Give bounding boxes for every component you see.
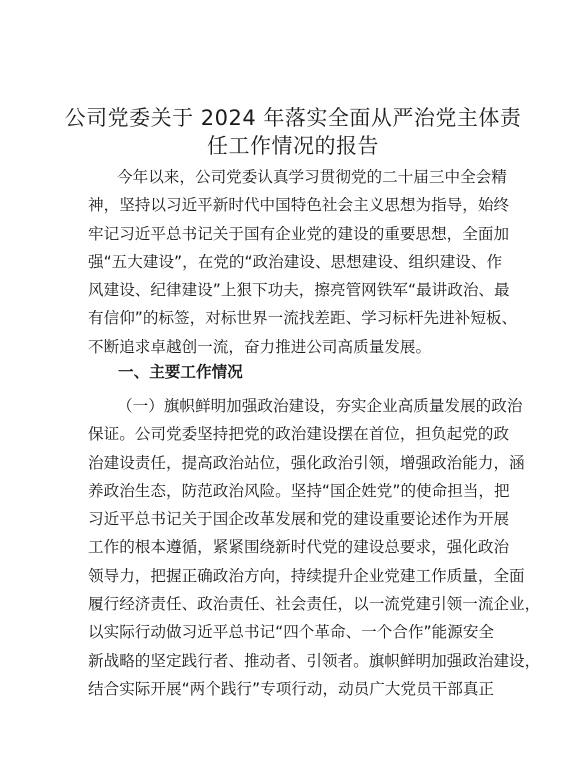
section1-paragraph — [88, 392, 541, 703]
intro-line: 牢记习近平总书记关于国有企业党的建设的重要思想，全面加 — [88, 224, 510, 243]
intro-line: 有信仰”的标签，对标世界一流找差距、学习标杆先进补短板、 — [88, 309, 518, 328]
document-title — [60, 104, 526, 161]
section1-line: 治建设责任，提高政治站位，强化政治引领，增强政治能力，涵 — [88, 453, 525, 472]
section1-line: 领导力，把握正确政治方向，持续提升企业党建工作质量，全面 — [88, 566, 525, 585]
intro-line: 不断追求卓越创一流，奋力推进公司高质量发展。 — [88, 337, 432, 356]
section1-line: 养政治生态，防范政治风险。坚持“国企姓党”的使命担当，把 — [88, 481, 510, 500]
section1-line: 新战略的坚定践行者、推动者、引领者。旗帜鲜明加强政治建设， — [88, 651, 541, 670]
title-line-1: 公司党委关于 2024 年落实全面从严治党主体责 — [64, 106, 522, 130]
intro-line: 强“五大建设”，在党的“政治建设、思想建设、组织建设、作 — [88, 252, 503, 271]
section1-line: 履行经济责任、政治责任、社会责任，以一流党建引领一流企业， — [88, 595, 541, 614]
section1-line: 保证。公司党委坚持把党的政治建设摆在首位，担负起党的政 — [88, 425, 510, 444]
section1-line: 以实际行动做习近平总书记“四个革命、一个合作”能源安全 — [88, 623, 495, 642]
title-line-2: 任工作情况的报告 — [207, 134, 379, 159]
intro-line: 神，坚持以习近平新时代中国特色社会主义思想为指导，始终 — [88, 196, 510, 215]
section1-line: 结合实际开展“两个践行”专项行动，动员广大党员干部真正 — [88, 679, 495, 698]
intro-line: 今年以来，公司党委认真学习贯彻党的二十届三中全会精 — [117, 168, 507, 186]
section1-line: 习近平总书记关于国企改革发展和党的建设重要论述作为开展 — [88, 510, 510, 529]
intro-paragraph — [88, 163, 518, 361]
section1-line: （一）旗帜鲜明加强政治建设，夯实企业高质量发展的政治 — [117, 397, 523, 415]
intro-line: 风建设、纪律建设”上狠下功夫，擦亮管网铁军“最讲政治、最 — [88, 281, 510, 300]
section1-line: 工作的根本遵循，紧紧围绕新时代党的建设总要求，强化政治 — [88, 538, 510, 557]
section-heading: 一、主要工作情况 — [118, 363, 243, 381]
